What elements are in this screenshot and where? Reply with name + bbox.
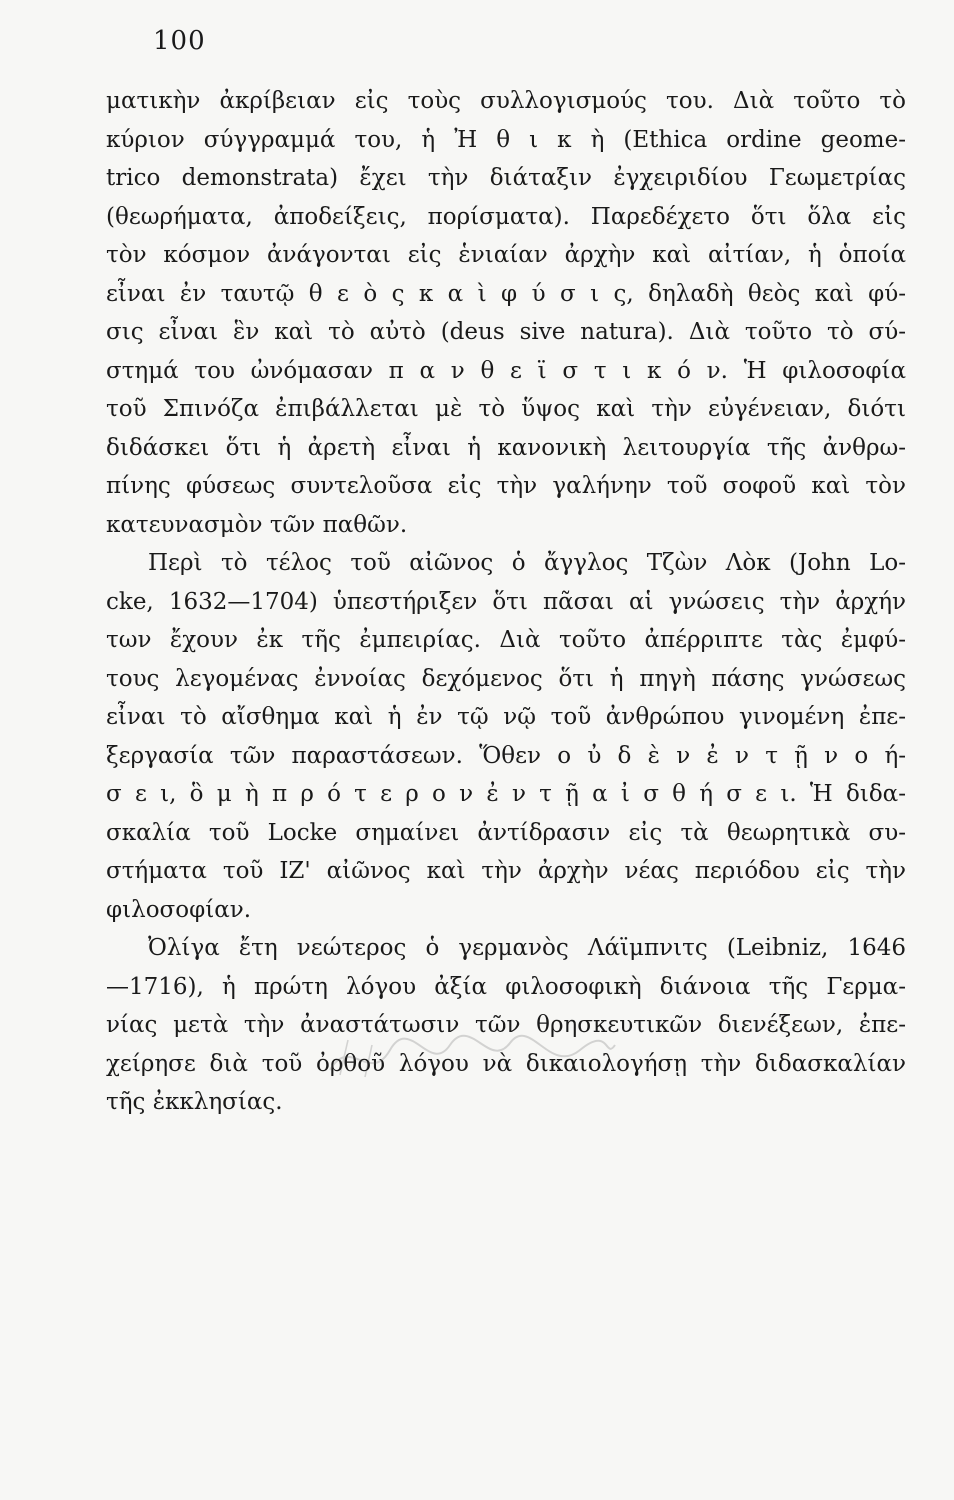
text-line: trico demonstrata) ἔχει τὴν διάταξιν ἐγχειριδίου Γεωμετρίας [106,165,906,191]
text-line: φιλοσοφίαν. [106,896,252,923]
text-line: των ἔχουν ἐκ τῆς ἐμπειρίας. Διὰ τοῦτο ἀπέρριπτε τὰς ἐμφύ- [106,627,906,653]
text-line: κύριον σύγγραμμά του, ἡ Ἠ θ ι κ ὴ (Ethica ordine geome- [106,126,906,153]
text-line: σ ε ι, ὃ μ ὴ π ρ ό τ ε ρ ο ν ἐ ν τ ῇ α ἰ σ θ ή σ ε ι. Ἡ διδα- [106,781,906,807]
text-line: χείρησε διὰ τοῦ ὀρθοῦ λόγου νὰ δικαιολογήσῃ τὴν διδασκαλίαν [106,1050,906,1077]
text-line: —1716), ἡ πρώτη λόγου ἀξία φιλοσοφικὴ διάνοια τῆς Γερμα- [106,973,906,1000]
text-line: εἶναι τὸ αἴσθημα καὶ ἡ ἐν τῷ νῷ τοῦ ἀνθρώπου γινομένη ἐπε- [106,704,906,730]
text-line: ξεργασία τῶν παραστάσεων. Ὅθεν ο ὐ δ ὲ ν ἐ ν τ ῇ ν ο ή- [106,742,906,769]
text-line: τους λεγομένας ἐννοίας δεχόμενος ὅτι ἡ πηγὴ πάσης γνώσεως [106,665,906,692]
text-line: σκαλία τοῦ Locke σημαίνει ἀντίδρασιν εἰς τὰ θεωρητικὰ συ- [106,819,906,846]
text-line: cke, 1632—1704) ὑπεστήριξεν ὅτι πᾶσαι αἱ γνώσεις τὴν ἀρχήν [106,588,906,615]
text-line: Ὀλίγα ἔτη νεώτερος ὁ γερμανὸς Λάϊμπνιτς (Leibniz, 1646 [148,935,906,961]
faint-handwriting-mark [320,1015,620,1095]
text-line: στημά του ὠνόμασαν π α ν θ ε ϊ σ τ ι κ ό ν. Ἡ φιλοσοφία [106,357,906,384]
page-number: 100 [153,26,206,56]
text-line: εἶναι ἐν ταυτῷ θ ε ὸ ς κ α ὶ φ ύ σ ι ς, δηλαδὴ θεὸς καὶ φύ- [106,280,906,307]
text-line: σις εἶναι ἓν καὶ τὸ αὐτὸ (deus sive natura). Διὰ τοῦτο τὸ σύ- [106,319,906,345]
text-line: τὸν κόσμον ἀνάγονται εἰς ἑνιαίαν ἀρχὴν καὶ αἰτίαν, ἡ ὁποία [106,242,906,268]
text-line: στήματα τοῦ ΙΖ' αἰῶνος καὶ τὴν ἀρχὴν νέας περιόδου εἰς τὴν [106,858,906,884]
text-line: πίνης φύσεως συντελοῦσα εἰς τὴν γαλήνην τοῦ σοφοῦ καὶ τὸν [106,473,906,499]
text-line: (θεωρήματα, ἀποδείξεις, πορίσματα). Παρεδέχετο ὅτι ὅλα εἰς [106,203,906,230]
text-line: ματικὴν ἀκρίβειαν εἰς τοὺς συλλογισμούς του. Διὰ τοῦτο τὸ [106,88,906,114]
body-text [106,82,906,1122]
text-line: κατευνασμὸν τῶν παθῶν. [106,511,408,538]
text-line: διδάσκει ὅτι ἡ ἀρετὴ εἶναι ἡ κανονικὴ λειτουργία τῆς ἀνθρω- [106,434,906,461]
text-line: νίας μετὰ τὴν ἀναστάτωσιν τῶν θρησκευτικῶν διενέξεων, ἐπε- [106,1012,906,1038]
text-line: Περὶ τὸ τέλος τοῦ αἰῶνος ὁ ἄγγλος Τζὼν Λὸκ (John Lo- [148,550,906,576]
text-line: τοῦ Σπινόζα ἐπιβάλλεται μὲ τὸ ὕψος καὶ τὴν εὐγένειαν, διότι [106,396,906,422]
text-line: τῆς ἐκκλησίας. [106,1089,283,1115]
